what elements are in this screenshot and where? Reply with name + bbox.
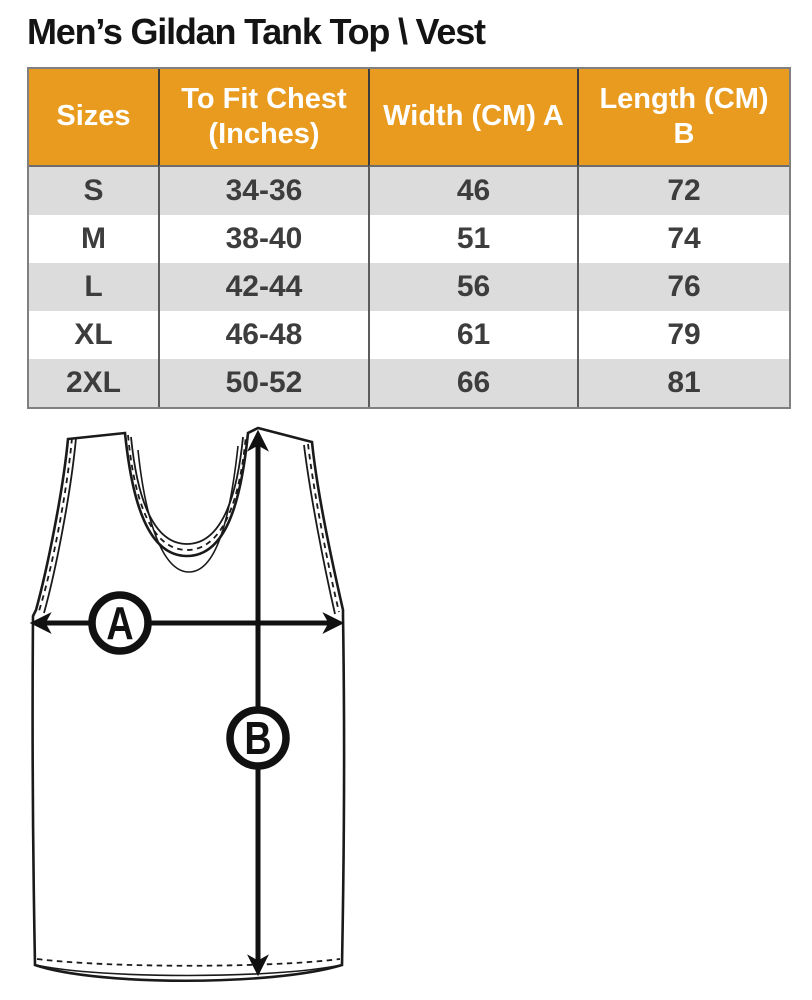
width-cell: 56: [368, 263, 577, 311]
length-measurement-arrow: [230, 435, 286, 971]
size-cell: XL: [29, 311, 158, 359]
page-title: Men’s Gildan Tank Top \ Vest: [27, 11, 485, 52]
chest-cell: 38-40: [158, 215, 368, 263]
tank-top-measurement-diagram: [25, 420, 355, 996]
width-cell: 51: [368, 215, 577, 263]
width-cell: 46: [368, 167, 577, 215]
width-label: A: [106, 597, 134, 649]
length-cell: 79: [577, 311, 789, 359]
col-header-line: To Fit Chest: [181, 82, 347, 115]
col-header-width: [368, 69, 577, 167]
tank-top-outline: [33, 428, 344, 981]
col-header-line: B: [673, 118, 695, 150]
length-cell: 81: [577, 359, 789, 407]
col-header-chest: [158, 69, 368, 167]
size-cell: 2XL: [29, 359, 158, 407]
width-measurement-arrow: [35, 595, 339, 651]
col-header-line: Length (CM): [599, 82, 769, 115]
length-cell: 76: [577, 263, 789, 311]
width-cell: 61: [368, 311, 577, 359]
size-chart-table: [27, 67, 791, 409]
col-header-line: (Inches): [208, 118, 320, 150]
size-cell: M: [29, 215, 158, 263]
length-cell: 74: [577, 215, 789, 263]
col-header-length: [577, 69, 789, 167]
size-cell: L: [29, 263, 158, 311]
width-cell: 66: [368, 359, 577, 407]
chest-cell: 46-48: [158, 311, 368, 359]
size-cell: S: [29, 167, 158, 215]
length-cell: 72: [577, 167, 789, 215]
length-label: B: [244, 712, 272, 764]
chest-cell: 50-52: [158, 359, 368, 407]
col-header-sizes: [29, 69, 158, 167]
col-header-line: Width (CM) A: [383, 100, 564, 133]
chest-cell: 42-44: [158, 263, 368, 311]
chest-cell: 34-36: [158, 167, 368, 215]
col-header-line: Sizes: [56, 100, 131, 133]
